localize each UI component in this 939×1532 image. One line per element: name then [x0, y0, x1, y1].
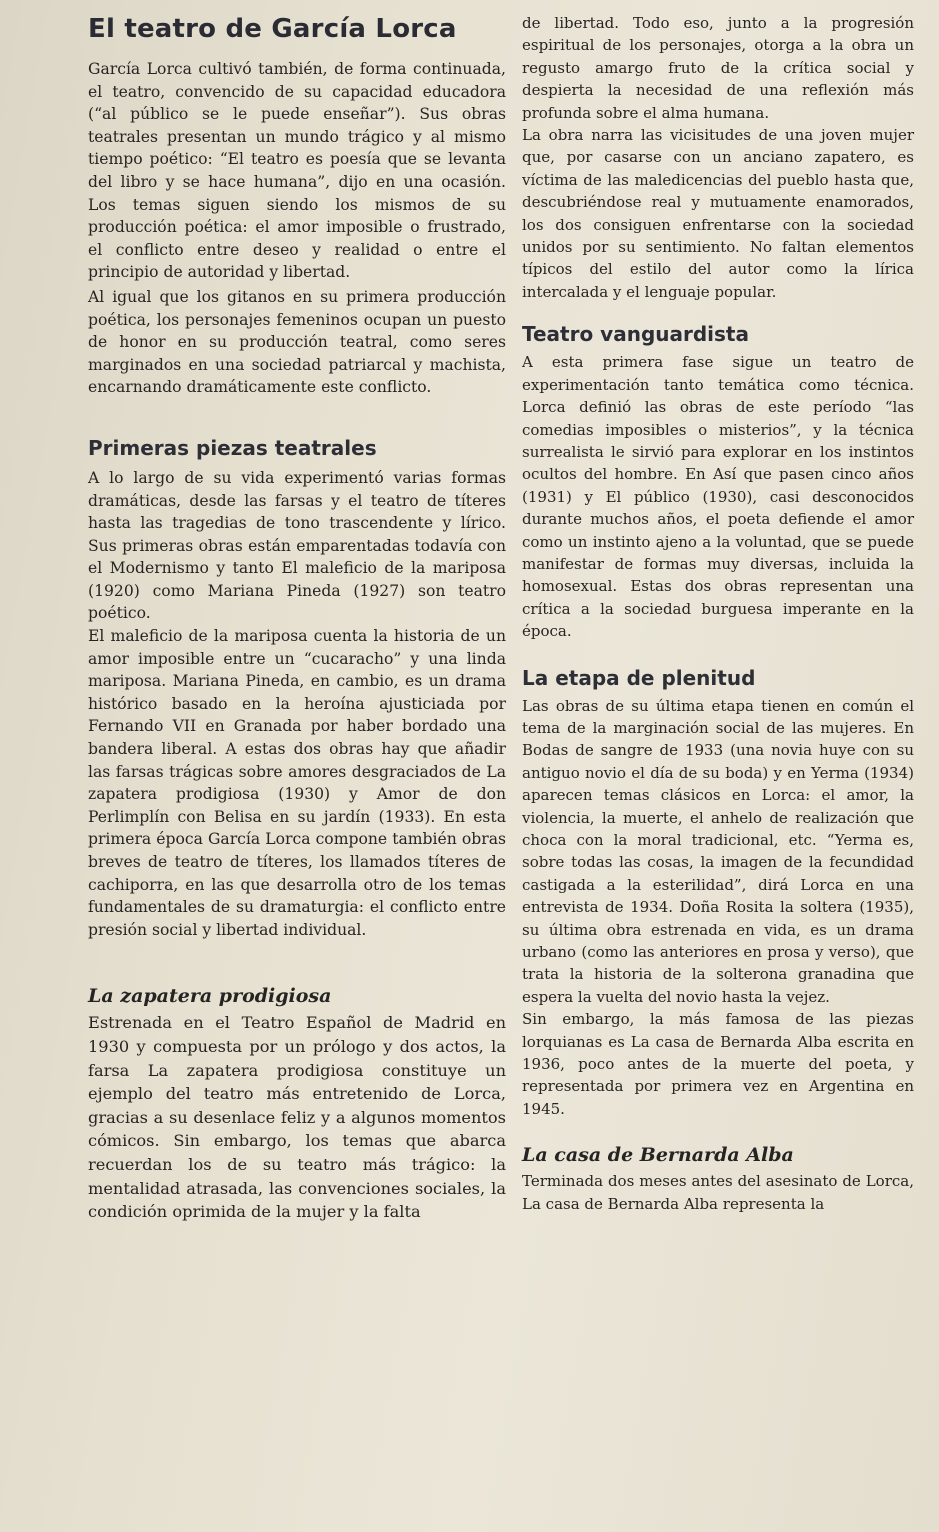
plenitud-paragraph: Las obras de su última etapa tienen en común el tema de la marginación social de las mujeres. En Bodas de sangre de 1933 (una novia huye con su antiguo novio el día de su boda) y en Yerma (1934) aparecen temas clásicos en Lorca: el amor, la violencia, la muerte, el anhelo de realización que choca con la moral tradicional, etc. “Yerma es, sobre todas las cosas, la imagen de la fecundidad castigada a la esterilidad”, dirá Lorca en una entrevista de 1934. Doña Rosita la soltera (1935), su última obra estrenada en vida, es un drama urbano (como las anteriores en prosa y verso), que trata la historia de la solterona granadina que espera la vuelta del novio hasta la vejez.	[522, 696, 914, 1006]
female-characters-paragraph: Al igual que los gitanos en su primera producción poética, los personajes femeninos ocupan un puesto de honor en su producción teatral, como seres marginados en una sociedad patriarcal y machista, encarnando dramáticamente este conflicto.	[88, 287, 506, 397]
section-heading-zapatera: La zapatera prodigiosa	[88, 985, 332, 1008]
section-heading-bernarda-alba: La casa de Bernarda Alba	[522, 1144, 794, 1167]
maleficio-paragraph: El maleficio de la mariposa cuenta la historia de un amor imposible entre un “cucaracho” y una linda mariposa. Mariana Pineda, en cambio, es un drama histórico basado en la heroína ajusticiada por Fernando VII en Granada por haber bordado una bandera liberal. A estas dos obras hay que añadir las farsas trágicas sobre amores desgraciados de La zapatera prodigiosa (1930) y Amor de don Perlimplín con Belisa en su jardín (1933). En esta primera época García Lorca compone también obras breves de teatro de títeres, los llamados títeres de cachiporra, en las que desarrolla otro de los temas fundamentales de su dramaturgia: el conflicto entre presión social y libertad individual.	[88, 627, 506, 939]
intro-paragraph: García Lorca cultivó también, de forma continuada, el teatro, convencido de su capacidad educadora (“al público se le puede enseñar”). Sus obras teatrales presentan un mundo trágico y al mismo tiempo poético: “El teatro es poesía que se levanta del libro y se hace humana”, dijo en una ocasión. Los temas siguen siendo los mismos de su producción poética: el amor imposible o frustrado, el conflicto entre deseo y realidad o entre el principio de autoridad y libertad.	[88, 60, 506, 282]
section-heading-teatro-vanguardista: Teatro vanguardista	[522, 322, 749, 347]
section-heading-etapa-plenitud: La etapa de plenitud	[522, 665, 756, 690]
zapatera-plot-paragraph: La obra narra las vicisitudes de una joven mujer que, por casarse con un anciano zapatero, es víctima de las maledicencias del pueblo hasta que, descubriéndose real y mutuamente enamorados, los dos consiguen enfrentarse con la sociedad unidos por su sentimiento. No faltan elementos típicos del estilo del autor como la lírica intercalada y el lenguaje popular.	[522, 126, 914, 301]
zapatera-paragraph: Estrenada en el Teatro Español de Madrid en 1930 y compuesta por un prólogo y dos actos, la farsa La zapatera prodigiosa constituye un ejemplo del teatro más entretenido de Lorca, gracias a su desenlace feliz y a algunos momentos cómicos. Sin embargo, los temas que abarca recuerdan los de su teatro más trágico: la mentalidad atrasada, las convenciones sociales, la condición oprimida de la mujer y la falta	[88, 1013, 506, 1222]
section-heading-primeras-piezas: Primeras piezas teatrales	[88, 435, 377, 460]
bernarda-paragraph: Terminada dos meses antes del asesinato de Lorca, La casa de Bernarda Alba representa la	[522, 1172, 914, 1213]
primeras-piezas-paragraph: A lo largo de su vida experimentó varias formas dramáticas, desde las farsas y el teatro de títeres hasta las tragedias de tono trascendente y lírico. Sus primeras obras están emparentadas todavía con el Modernismo y tanto El maleficio de la mariposa (1920) como Mariana Pineda (1927) son teatro poético.	[88, 468, 506, 623]
zapatera-continued-paragraph: de libertad. Todo eso, junto a la progresión espiritual de los personajes, otorga a la obra un regusto amargo fruto de la crítica social y despierta la necesidad de una reflexión más profunda sobre el alma humana.	[522, 14, 914, 122]
bernarda-intro-paragraph: Sin embargo, la más famosa de las piezas lorquianas es La casa de Bernarda Alba escrita en 1936, poco antes de la muerte del poeta, y representada por primera vez en Argentina en 1945.	[522, 1010, 914, 1118]
vanguardista-paragraph: A esta primera fase sigue un teatro de experimentación tanto temática como técnica. Lorca definió las obras de este período “las comedias imposibles o misterios”, y la técnica surrealista le sirvió para explorar en los instintos ocultos del hombre. En Así que pasen cinco años (1931) y El público (1930), casi desconocidos durante muchos años, el poeta defiende el amor como un instinto ajeno a la voluntad, que se puede manifestar de formas muy diversas, incluida la homosexual. Estas dos obras representan una crítica a la sociedad burguesa imperante en la época.	[522, 353, 914, 641]
page-title: El teatro de García Lorca	[88, 14, 457, 44]
right-column	[522, 12, 914, 1215]
left-column	[88, 12, 506, 1224]
